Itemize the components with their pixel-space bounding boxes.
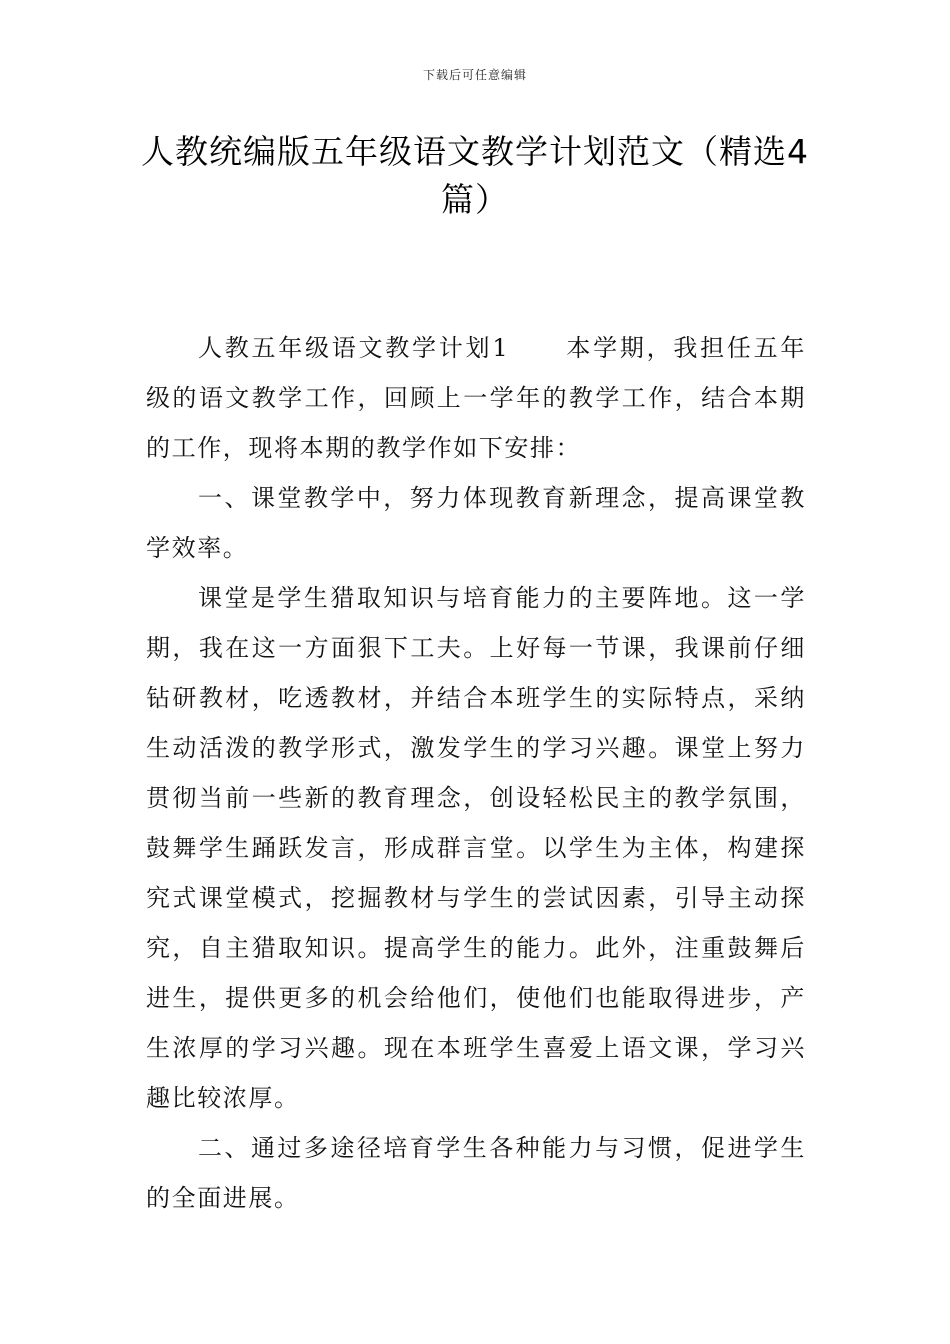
document-body — [146, 323, 806, 1223]
paragraph-3: 二、通过多途径培育学生各种能力与习惯，促进学生的全面进展。 — [146, 1134, 806, 1212]
intro-text: 本学期，我担任五年级的语文教学工作，回顾上一学年的教学工作，结合本期的工作，现将本期的教学作如下安排： — [146, 334, 806, 462]
paragraph-2: 课堂是学生猎取知识与培育能力的主要阵地。这一学期，我在这一方面狠下工夫。上好每一节课，我课前仔细钻研教材，吃透教材，并结合本班学生的实际特点，采纳生动活泼的教学形式，激发学生的学习兴趣。课堂上努力贯彻当前一些新的教育理念，创设轻松民主的教学氛围，鼓舞学生踊跃发言，形成群言堂。以学生为主体，构建探究式课堂模式，挖掘教材与学生的尝试因素，引导主动探究，自主猎取知识。提高学生的能力。此外，注重鼓舞后进生，提供更多的机会给他们，使他们也能取得进步，产生浓厚的学习兴趣。现在本班学生喜爱上语文课，学习兴趣比较浓厚。 — [146, 584, 806, 1112]
section-heading: 人教五年级语文教学计划1 — [198, 334, 510, 362]
header-note: 下载后可任意编辑 — [422, 68, 527, 82]
paragraph-1: 一、课堂教学中，努力体现教育新理念，提高课堂教学效率。 — [146, 484, 806, 562]
intro-paragraph — [146, 323, 806, 473]
document-title: 人教统编版五年级语文教学计划范文（精选4篇） — [141, 132, 809, 219]
